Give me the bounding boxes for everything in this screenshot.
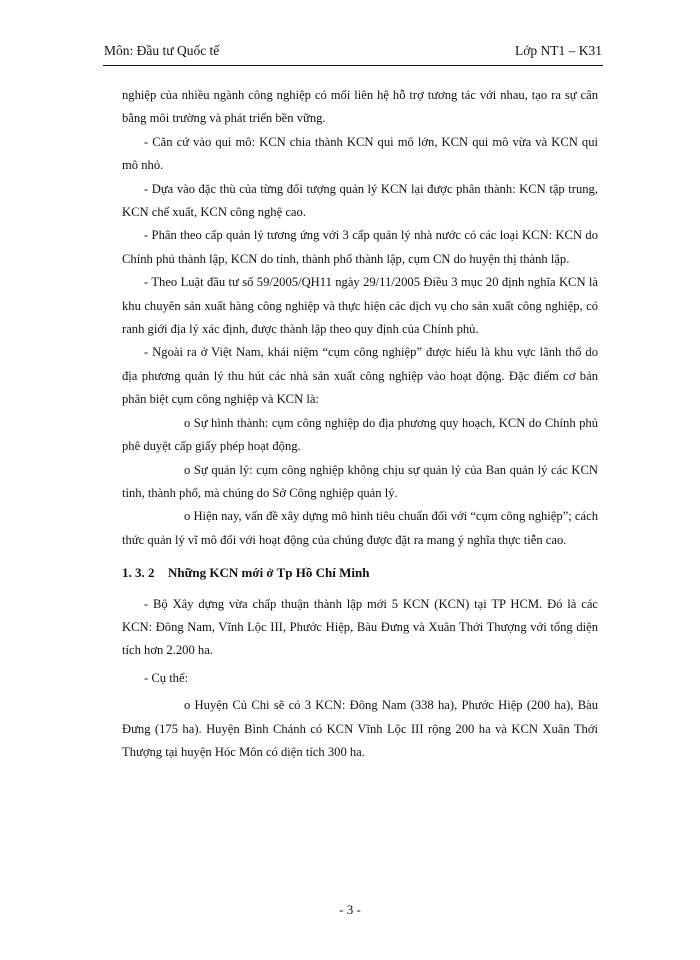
paragraph-scale: - Căn cứ vào qui mô: KCN chia thành KCN qui mô lớn, KCN qui mô vừa và KCN qui mô nhỏ. — [122, 134, 598, 173]
paragraph-management-level: - Phân theo cấp quản lý tương ứng với 3 cấp quản lý nhà nước có các loại KCN: KCN do Chính phủ thành lập, KCN do tỉnh, thành phố thành lập, cụm CN do huyện thị thành lập. — [122, 228, 598, 266]
paragraph-new-zones: - Bộ Xây dựng vừa chấp thuận thành lập mới 5 KCN (KCN) tại TP HCM. Đó là các KCN: Đông Nam, Vĩnh Lộc III, Phước Hiệp, Bàu Đưng và Xuân Thới Thượng với tổng diện tích hơn 2.200 ha. — [122, 596, 598, 658]
paragraph-management-type: - Dựa vào đặc thù của từng đối tượng quản lý KCN lại được phân thành: KCN tập trung, KCN chế xuất, KCN công nghệ cao. — [122, 181, 598, 220]
document-body — [122, 84, 598, 764]
paragraph-details-label: - Cụ thể: — [144, 670, 189, 685]
header-rule — [103, 65, 603, 66]
section-heading — [122, 561, 598, 584]
bullet-management: o Sự quản lý: cụm công nghiệp không chịu sự quản lý của Ban quản lý các KCN tỉnh, thành phố, mà chúng do Sở Công nghiệp quản lý. — [122, 462, 598, 500]
header-subject: Môn: Đầu tư Quốc tế — [104, 43, 220, 58]
paragraph: nghiệp của nhiều ngành công nghiệp có mối liên hệ hỗ trợ tương tác với nhau, tạo ra sự cân bằng môi trường và phát triển bền vững. — [122, 88, 598, 126]
section-title: Những KCN mới ở Tp Hồ Chí Minh — [168, 565, 370, 581]
page-number: - 3 - — [339, 902, 361, 917]
bullet-formation: o Sự hình thành: cụm công nghiệp do địa phương quy hoạch, KCN do Chính phủ phê duyệt cấp giấy phép hoạt động. — [122, 415, 598, 454]
page-header — [104, 41, 602, 61]
header-class: Lớp NT1 – K31 — [514, 43, 602, 58]
section-number: 1. 3. 2 — [122, 565, 155, 581]
bullet-zone-details: o Huyện Củ Chi sẽ có 3 KCN: Đông Nam (338 ha), Phước Hiệp (200 ha), Bàu Đưng (175 ha). Huyện Bình Chánh có KCN Vĩnh Lộc III rộng 200 ha và KCN Xuân Thới Thượng tại huyện Hóc Môn có diện tích 300 ha. — [122, 698, 598, 759]
bullet-current-issue: o Hiện nay, vấn đề xây dựng mô hình tiêu chuẩn đối với “cụm công nghiệp”; cách thức quản lý vĩ mô đối với hoạt động của chúng được đặt ra mang ý nghĩa thực tiễn cao. — [122, 509, 598, 547]
paragraph-industrial-cluster: - Ngoài ra ở Việt Nam, khái niệm “cụm công nghiệp” được hiểu là khu vực lãnh thổ do địa phương quản lý thu hút các nhà sản xuất công nghiệp vào hoạt động. Đặc điểm cơ bản phân biệt cụm công nghiệp và KCN là: — [122, 345, 598, 407]
paragraph-investment-law: - Theo Luật đầu tư số 59/2005/QH11 ngày 29/11/2005 Điều 3 mục 20 định nghĩa KCN là khu chuyên sản xuất hàng công nghiệp và thực hiện các dịch vụ cho sản xuất công nghiệp, có ranh giới địa lý xác định, được thành lập theo quy định của Chính phủ. — [122, 275, 598, 337]
